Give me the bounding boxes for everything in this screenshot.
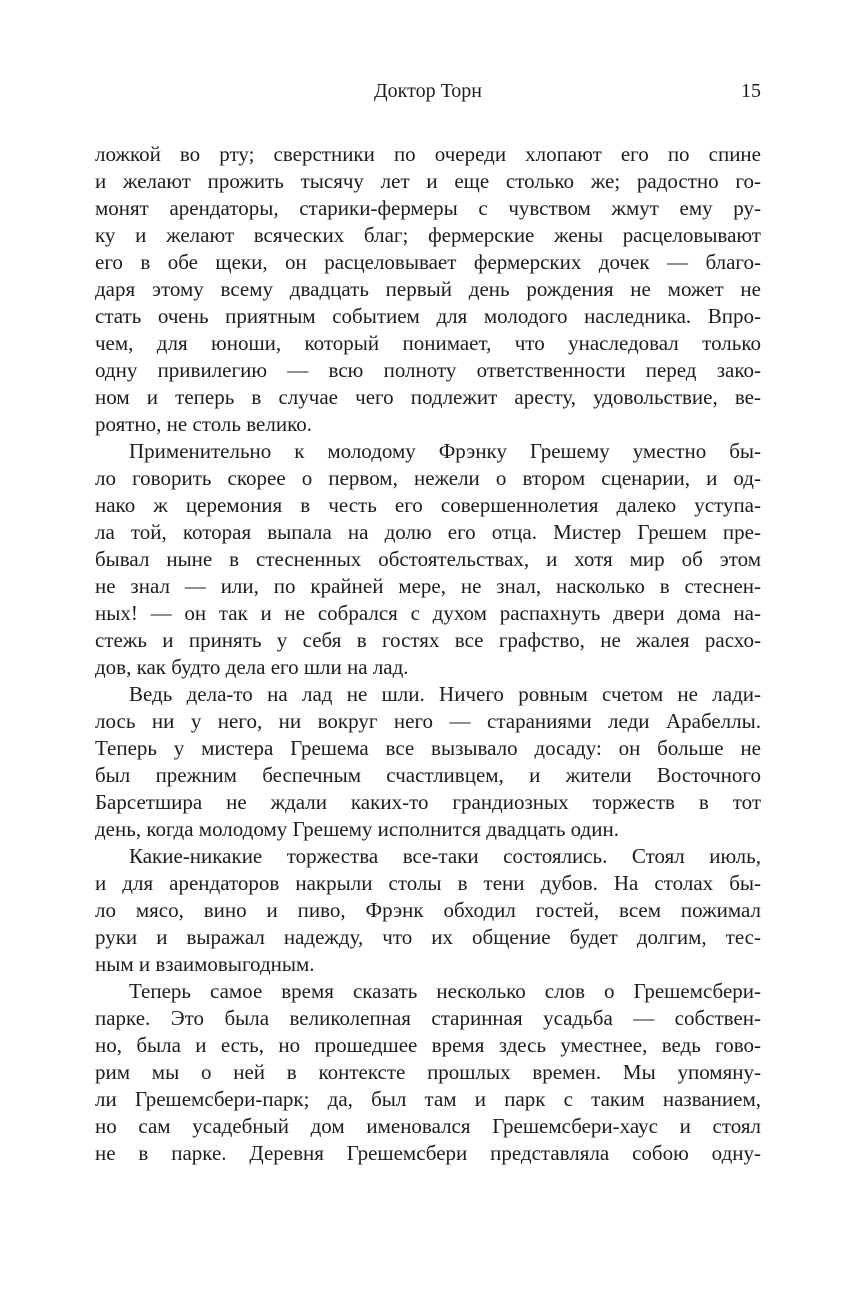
text-line: одну привилегию — всю полноту ответственности перед зако-: [95, 358, 761, 382]
paragraph: [95, 978, 761, 1167]
text-line: лось ни у него, ни вокруг него — стараниями леди Арабеллы.: [95, 709, 761, 733]
text-line: не в парке. Деревня Грешемсбери представляла собою одну-: [95, 1141, 761, 1165]
text-line: дов, как будто дела его шли на лад.: [95, 655, 409, 679]
text-line: ло говорить скорее о первом, нежели о втором сценарии, и од-: [95, 466, 761, 490]
page-number: 15: [741, 80, 761, 102]
text-line: даря этому всему двадцать первый день рождения не может не: [95, 277, 761, 301]
text-line: ли Грешемсбери-парк; да, был там и парк с таким названием,: [95, 1087, 761, 1111]
text-line: Какие-никакие торжества все-таки состоялись. Стоял июль,: [129, 844, 761, 868]
text-line: но сам усадебный дом именовался Грешемсбери-хаус и стоял: [95, 1114, 761, 1138]
text-line: ных! — он так и не собрался с духом распахнуть двери дома на-: [95, 601, 761, 625]
text-line: ным и взаимовыгодным.: [95, 952, 315, 976]
page-header: [95, 78, 761, 104]
text-line: руки и выражал надежду, что их общение будет долгим, тес-: [95, 925, 761, 949]
paragraph: [95, 438, 761, 681]
text-line: его в обе щеки, он расцеловывает фермерских дочек — благо-: [95, 250, 761, 274]
text-line: Барсетшира не ждали каких-то грандиозных торжеств в тот: [95, 790, 761, 814]
text-line: монят арендаторы, старики-фермеры с чувством жмут ему ру-: [95, 196, 761, 220]
text-line: и для арендаторов накрыли столы в тени дубов. На столах бы-: [95, 871, 761, 895]
text-line: стать очень приятным событием для молодого наследника. Впро-: [95, 304, 761, 328]
paragraph: [95, 141, 761, 438]
text-line: ложкой во рту; сверстники по очереди хлопают его по спине: [95, 142, 761, 166]
text-line: был прежним беспечным счастливцем, и жители Восточного: [95, 763, 761, 787]
page-text: [95, 141, 761, 1167]
text-line: бывал ныне в стесненных обстоятельствах, и хотя мир об этом: [95, 547, 761, 571]
text-line: Теперь у мистера Грешема все вызывало досаду: он больше не: [95, 736, 761, 760]
text-line: но, была и есть, но прошедшее время здесь уместнее, ведь гово-: [95, 1033, 761, 1057]
text-line: нако ж церемония в честь его совершеннолетия далеко уступа-: [95, 493, 761, 517]
text-line: ла той, которая выпала на долю его отца. Мистер Грешем пре-: [95, 520, 761, 544]
text-line: чем, для юноши, который понимает, что унаследовал только: [95, 331, 761, 355]
text-line: стежь и принять у себя в гостях все графство, не жалея расхо-: [95, 628, 761, 652]
text-line: и желают прожить тысячу лет и еще столько же; радостно го-: [95, 169, 761, 193]
text-line: Теперь самое время сказать несколько слов о Грешемсбери-: [129, 979, 761, 1003]
paragraph: [95, 681, 761, 843]
text-line: парке. Это была великолепная старинная усадьба — собствен-: [95, 1006, 761, 1030]
text-line: ном и теперь в случае чего подлежит аресту, удовольствие, ве-: [95, 385, 761, 409]
text-line: ло мясо, вино и пиво, Фрэнк обходил гостей, всем пожимал: [95, 898, 761, 922]
text-line: не знал — или, по крайней мере, не знал, насколько в стеснен-: [95, 574, 761, 598]
paragraph: [95, 843, 761, 978]
text-line: рим мы о ней в контексте прошлых времен. Мы упомяну-: [95, 1060, 761, 1084]
text-line: ку и желают всяческих благ; фермерские жены расцеловывают: [95, 223, 761, 247]
text-line: роятно, не столь велико.: [95, 412, 312, 436]
text-line: Применительно к молодому Фрэнку Грешему уместно бы-: [129, 439, 761, 463]
running-title: Доктор Торн: [374, 80, 482, 102]
text-line: Ведь дела-то на лад не шли. Ничего ровным счетом не лади-: [129, 682, 761, 706]
text-line: день, когда молодому Грешему исполнится двадцать один.: [95, 817, 619, 841]
